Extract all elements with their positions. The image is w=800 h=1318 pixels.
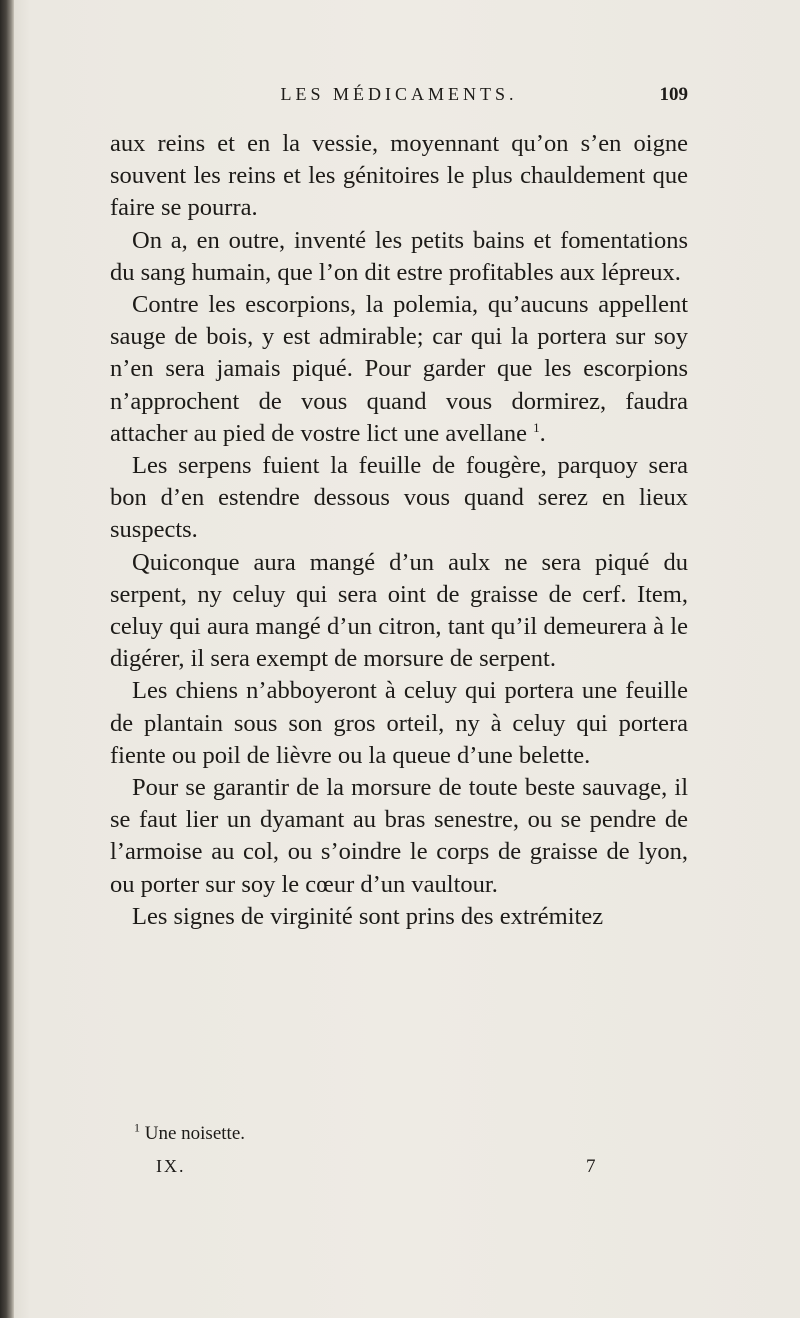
printer-signature: IX.	[156, 1156, 186, 1176]
footnote-text: Une noisette.	[144, 1123, 246, 1144]
paragraph-2: On a, en outre, inventé les petits bains et fomentations du sang humain, que l’on dit estre profitables aux lépreux.	[110, 226, 688, 286]
footnote	[134, 1122, 688, 1146]
footnote-marker: 1	[134, 1120, 140, 1135]
paragraph-7: Pour se garantir de la morsure de toute beste sauvage, il se faut lier un dyamant au bras senestre, ou se pendre de l’armoise au col, ou s’oindre le corps de graisse de lyon, ou porter sur soy le cœur d’un vaultour.	[110, 774, 688, 898]
paragraph-6: Les chiens n’abboyeront à celuy qui portera une feuille de plantain sous son gros orteil, ny à celuy qui portera fiente ou poil de lièvre ou la queue d’une belette.	[110, 677, 688, 769]
running-head	[110, 84, 688, 110]
page-binding-edge	[0, 0, 14, 1318]
paragraph-4: Les serpens fuient la feuille de fougère, parquoy sera bon d’en estendre dessous vous quand serez en lieux suspects.	[110, 452, 688, 544]
paragraph-3	[110, 289, 688, 450]
paragraph-8: Les signes de virginité sont prins des extrémitez	[132, 902, 604, 930]
paragraph-1: aux reins et en la vessie, moyennant qu’on s’en oigne souvent les reins et les génitoires le plus chauldement que faire se pourra.	[110, 130, 688, 222]
page-number: 109	[659, 84, 688, 105]
paragraph-3-end: .	[539, 419, 546, 447]
signature-number: 7	[586, 1156, 596, 1177]
paragraph-5: Quiconque aura mangé d’un aulx ne sera piqué du serpent, ny celuy qui sera oint de graisse de cerf. Item, celuy qui aura mangé d’un citron, tant qu’il demeurera à le digérer, il sera exempt de morsure de serpent.	[110, 548, 688, 673]
running-title: LES MÉDICAMENTS.	[280, 84, 518, 104]
body-text	[110, 128, 688, 933]
footnote-reference: 1	[533, 419, 540, 435]
paragraph-3-text: Contre les escorpions, la polemia, qu’aucuns appellent sauge de bois, y est admirable; car qui la portera sur soy n’en sera jamais piqué. Pour garder que les escorpions n’approchent de vous quand vous dormirez, faudra attacher au pied de vostre lict une avellane	[110, 291, 688, 447]
